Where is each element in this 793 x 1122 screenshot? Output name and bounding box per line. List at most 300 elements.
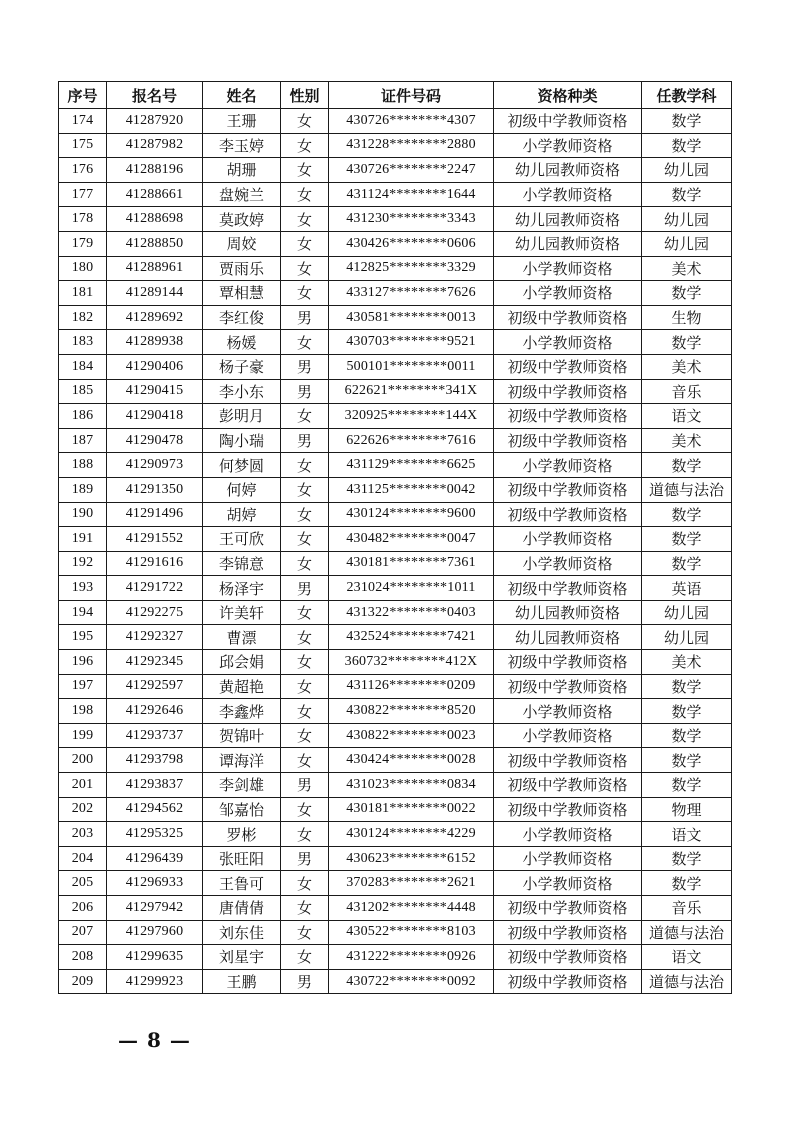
cell-name: 覃相慧 (203, 281, 281, 306)
cell-id-number: 431202********4448 (329, 896, 494, 921)
cell-teaching-subject: 美术 (642, 428, 732, 453)
cell-registration-number: 41296933 (107, 871, 203, 896)
cell-id-number: 431230********3343 (329, 207, 494, 232)
cell-registration-number: 41290415 (107, 379, 203, 404)
cell-qualification-type: 幼儿园教师资格 (494, 600, 642, 625)
table-row (59, 896, 732, 921)
cell-gender: 女 (281, 256, 329, 281)
cell-qualification-type: 小学教师资格 (494, 281, 642, 306)
cell-seq: 177 (59, 182, 107, 207)
cell-id-number: 370283********2621 (329, 871, 494, 896)
cell-qualification-type: 初级中学教师资格 (494, 674, 642, 699)
cell-name: 李剑雄 (203, 773, 281, 798)
table-row (59, 404, 732, 429)
cell-id-number: 430703********9521 (329, 330, 494, 355)
cell-id-number: 320925********144X (329, 404, 494, 429)
cell-seq: 195 (59, 625, 107, 650)
cell-name: 唐倩倩 (203, 896, 281, 921)
table-row (59, 600, 732, 625)
cell-gender: 女 (281, 945, 329, 970)
cell-id-number: 431126********0209 (329, 674, 494, 699)
cell-registration-number: 41291616 (107, 551, 203, 576)
cell-registration-number: 41291496 (107, 502, 203, 527)
cell-seq: 181 (59, 281, 107, 306)
cell-qualification-type: 小学教师资格 (494, 330, 642, 355)
table-row (59, 133, 732, 158)
cell-registration-number: 41299923 (107, 969, 203, 994)
cell-registration-number: 41292275 (107, 600, 203, 625)
cell-registration-number: 41288661 (107, 182, 203, 207)
cell-name: 邹嘉怡 (203, 797, 281, 822)
cell-gender: 男 (281, 354, 329, 379)
cell-teaching-subject: 数学 (642, 527, 732, 552)
cell-registration-number: 41292597 (107, 674, 203, 699)
cell-teaching-subject: 语文 (642, 945, 732, 970)
cell-name: 罗彬 (203, 822, 281, 847)
cell-gender: 女 (281, 723, 329, 748)
cell-teaching-subject: 数学 (642, 773, 732, 798)
cell-seq: 183 (59, 330, 107, 355)
cell-qualification-type: 小学教师资格 (494, 822, 642, 847)
cell-gender: 女 (281, 109, 329, 134)
cell-qualification-type: 初级中学教师资格 (494, 477, 642, 502)
cell-qualification-type: 初级中学教师资格 (494, 379, 642, 404)
cell-qualification-type: 初级中学教师资格 (494, 748, 642, 773)
cell-gender: 男 (281, 576, 329, 601)
table-row (59, 846, 732, 871)
cell-teaching-subject: 美术 (642, 354, 732, 379)
cell-seq: 185 (59, 379, 107, 404)
table-row (59, 281, 732, 306)
cell-registration-number: 41299635 (107, 945, 203, 970)
cell-name: 莫政婷 (203, 207, 281, 232)
cell-id-number: 430822********0023 (329, 723, 494, 748)
cell-name: 彭明月 (203, 404, 281, 429)
cell-teaching-subject: 英语 (642, 576, 732, 601)
table-row (59, 477, 732, 502)
cell-gender: 女 (281, 281, 329, 306)
cell-gender: 女 (281, 527, 329, 552)
cell-name: 李小东 (203, 379, 281, 404)
cell-registration-number: 41290973 (107, 453, 203, 478)
cell-qualification-type: 初级中学教师资格 (494, 305, 642, 330)
cell-seq: 174 (59, 109, 107, 134)
cell-seq: 206 (59, 896, 107, 921)
table-row (59, 723, 732, 748)
cell-seq: 176 (59, 158, 107, 183)
cell-name: 何婷 (203, 477, 281, 502)
cell-gender: 男 (281, 379, 329, 404)
cell-id-number: 430822********8520 (329, 699, 494, 724)
cell-name: 杨泽宇 (203, 576, 281, 601)
table-row (59, 650, 732, 675)
cell-qualification-type: 初级中学教师资格 (494, 773, 642, 798)
table-row (59, 773, 732, 798)
header-seq: 序号 (59, 82, 107, 109)
cell-registration-number: 41288196 (107, 158, 203, 183)
cell-teaching-subject: 数学 (642, 748, 732, 773)
cell-seq: 199 (59, 723, 107, 748)
cell-name: 胡婷 (203, 502, 281, 527)
cell-registration-number: 41293837 (107, 773, 203, 798)
cell-seq: 193 (59, 576, 107, 601)
cell-gender: 女 (281, 551, 329, 576)
cell-teaching-subject: 数学 (642, 846, 732, 871)
cell-seq: 191 (59, 527, 107, 552)
cell-gender: 男 (281, 305, 329, 330)
cell-name: 胡珊 (203, 158, 281, 183)
cell-registration-number: 41294562 (107, 797, 203, 822)
cell-teaching-subject: 幼儿园 (642, 207, 732, 232)
cell-gender: 女 (281, 650, 329, 675)
cell-gender: 女 (281, 822, 329, 847)
cell-teaching-subject: 幼儿园 (642, 158, 732, 183)
cell-qualification-type: 小学教师资格 (494, 182, 642, 207)
cell-name: 王珊 (203, 109, 281, 134)
header-qualification-type: 资格种类 (494, 82, 642, 109)
cell-teaching-subject: 美术 (642, 650, 732, 675)
cell-registration-number: 41289692 (107, 305, 203, 330)
table-row (59, 822, 732, 847)
cell-name: 李锦意 (203, 551, 281, 576)
cell-seq: 179 (59, 231, 107, 256)
cell-name: 周姣 (203, 231, 281, 256)
cell-id-number: 430482********0047 (329, 527, 494, 552)
cell-seq: 198 (59, 699, 107, 724)
header-id-number: 证件号码 (329, 82, 494, 109)
cell-teaching-subject: 幼儿园 (642, 231, 732, 256)
table-row (59, 231, 732, 256)
cell-teaching-subject: 数学 (642, 502, 732, 527)
cell-registration-number: 41291552 (107, 527, 203, 552)
cell-teaching-subject: 数学 (642, 453, 732, 478)
header-teaching-subject: 任教学科 (642, 82, 732, 109)
cell-name: 李玉婷 (203, 133, 281, 158)
cell-registration-number: 41288850 (107, 231, 203, 256)
cell-teaching-subject: 生物 (642, 305, 732, 330)
cell-qualification-type: 初级中学教师资格 (494, 109, 642, 134)
cell-id-number: 430522********8103 (329, 920, 494, 945)
cell-gender: 女 (281, 477, 329, 502)
table-body (59, 109, 732, 994)
cell-qualification-type: 小学教师资格 (494, 551, 642, 576)
table-row (59, 453, 732, 478)
cell-id-number: 431124********1644 (329, 182, 494, 207)
cell-teaching-subject: 音乐 (642, 379, 732, 404)
cell-qualification-type: 小学教师资格 (494, 527, 642, 552)
cell-registration-number: 41296439 (107, 846, 203, 871)
cell-teaching-subject: 道德与法治 (642, 969, 732, 994)
cell-qualification-type: 初级中学教师资格 (494, 797, 642, 822)
cell-name: 张旺阳 (203, 846, 281, 871)
table-row (59, 305, 732, 330)
cell-qualification-type: 初级中学教师资格 (494, 576, 642, 601)
cell-teaching-subject: 幼儿园 (642, 625, 732, 650)
cell-id-number: 430426********0606 (329, 231, 494, 256)
table-row (59, 920, 732, 945)
cell-qualification-type: 小学教师资格 (494, 453, 642, 478)
table-row (59, 354, 732, 379)
cell-qualification-type: 初级中学教师资格 (494, 945, 642, 970)
cell-seq: 189 (59, 477, 107, 502)
cell-seq: 188 (59, 453, 107, 478)
cell-teaching-subject: 道德与法治 (642, 920, 732, 945)
table-row (59, 674, 732, 699)
table-row (59, 256, 732, 281)
cell-seq: 204 (59, 846, 107, 871)
table-row (59, 969, 732, 994)
cell-qualification-type: 初级中学教师资格 (494, 896, 642, 921)
candidate-table (58, 81, 732, 994)
table-row (59, 330, 732, 355)
cell-registration-number: 41291722 (107, 576, 203, 601)
cell-gender: 女 (281, 133, 329, 158)
cell-id-number: 431228********2880 (329, 133, 494, 158)
cell-id-number: 431222********0926 (329, 945, 494, 970)
cell-seq: 187 (59, 428, 107, 453)
cell-gender: 男 (281, 846, 329, 871)
cell-seq: 203 (59, 822, 107, 847)
cell-id-number: 432524********7421 (329, 625, 494, 650)
cell-teaching-subject: 美术 (642, 256, 732, 281)
cell-teaching-subject: 数学 (642, 871, 732, 896)
cell-registration-number: 41291350 (107, 477, 203, 502)
cell-id-number: 431129********6625 (329, 453, 494, 478)
cell-id-number: 500101********0011 (329, 354, 494, 379)
cell-id-number: 430181********0022 (329, 797, 494, 822)
cell-id-number: 430623********6152 (329, 846, 494, 871)
cell-name: 贾雨乐 (203, 256, 281, 281)
cell-gender: 女 (281, 502, 329, 527)
cell-id-number: 430124********4229 (329, 822, 494, 847)
cell-registration-number: 41287982 (107, 133, 203, 158)
cell-seq: 209 (59, 969, 107, 994)
cell-id-number: 431322********0403 (329, 600, 494, 625)
cell-qualification-type: 小学教师资格 (494, 256, 642, 281)
cell-name: 贺锦叶 (203, 723, 281, 748)
cell-gender: 女 (281, 797, 329, 822)
cell-teaching-subject: 数学 (642, 723, 732, 748)
cell-seq: 202 (59, 797, 107, 822)
cell-id-number: 430424********0028 (329, 748, 494, 773)
cell-seq: 200 (59, 748, 107, 773)
cell-gender: 男 (281, 428, 329, 453)
cell-seq: 184 (59, 354, 107, 379)
cell-qualification-type: 小学教师资格 (494, 723, 642, 748)
cell-gender: 女 (281, 453, 329, 478)
table-row (59, 945, 732, 970)
cell-seq: 190 (59, 502, 107, 527)
cell-registration-number: 41293737 (107, 723, 203, 748)
table-row (59, 207, 732, 232)
table-row (59, 379, 732, 404)
cell-registration-number: 41292345 (107, 650, 203, 675)
cell-registration-number: 41290406 (107, 354, 203, 379)
cell-registration-number: 41288961 (107, 256, 203, 281)
cell-id-number: 430726********4307 (329, 109, 494, 134)
cell-name: 王可欣 (203, 527, 281, 552)
cell-teaching-subject: 数学 (642, 182, 732, 207)
cell-teaching-subject: 数学 (642, 109, 732, 134)
cell-teaching-subject: 数学 (642, 551, 732, 576)
cell-id-number: 412825********3329 (329, 256, 494, 281)
cell-registration-number: 41287920 (107, 109, 203, 134)
cell-registration-number: 41295325 (107, 822, 203, 847)
cell-name: 刘星宇 (203, 945, 281, 970)
cell-gender: 女 (281, 920, 329, 945)
page-number: — 8 — (118, 1028, 191, 1052)
cell-teaching-subject: 音乐 (642, 896, 732, 921)
table-row (59, 502, 732, 527)
cell-qualification-type: 小学教师资格 (494, 133, 642, 158)
cell-gender: 女 (281, 158, 329, 183)
cell-registration-number: 41289144 (107, 281, 203, 306)
cell-registration-number: 41290478 (107, 428, 203, 453)
table-row (59, 428, 732, 453)
cell-teaching-subject: 数学 (642, 330, 732, 355)
cell-qualification-type: 幼儿园教师资格 (494, 231, 642, 256)
cell-gender: 女 (281, 748, 329, 773)
cell-name: 盘婉兰 (203, 182, 281, 207)
table-row (59, 871, 732, 896)
header-gender: 性别 (281, 82, 329, 109)
cell-id-number: 231024********1011 (329, 576, 494, 601)
cell-id-number: 431125********0042 (329, 477, 494, 502)
cell-gender: 男 (281, 773, 329, 798)
cell-registration-number: 41292646 (107, 699, 203, 724)
cell-gender: 女 (281, 600, 329, 625)
cell-gender: 女 (281, 896, 329, 921)
table-row (59, 797, 732, 822)
cell-registration-number: 41292327 (107, 625, 203, 650)
cell-gender: 男 (281, 969, 329, 994)
table-header-row (59, 82, 732, 109)
cell-name: 邱会娟 (203, 650, 281, 675)
header-registration-number: 报名号 (107, 82, 203, 109)
cell-qualification-type: 幼儿园教师资格 (494, 625, 642, 650)
cell-seq: 208 (59, 945, 107, 970)
cell-teaching-subject: 道德与法治 (642, 477, 732, 502)
cell-seq: 205 (59, 871, 107, 896)
cell-name: 许美轩 (203, 600, 281, 625)
cell-teaching-subject: 语文 (642, 404, 732, 429)
table-row (59, 576, 732, 601)
cell-teaching-subject: 数学 (642, 699, 732, 724)
cell-teaching-subject: 数学 (642, 674, 732, 699)
cell-id-number: 430726********2247 (329, 158, 494, 183)
cell-name: 陶小瑞 (203, 428, 281, 453)
cell-registration-number: 41288698 (107, 207, 203, 232)
cell-qualification-type: 小学教师资格 (494, 699, 642, 724)
cell-name: 李鑫烨 (203, 699, 281, 724)
cell-seq: 207 (59, 920, 107, 945)
table-row (59, 527, 732, 552)
cell-qualification-type: 初级中学教师资格 (494, 502, 642, 527)
cell-id-number: 430581********0013 (329, 305, 494, 330)
cell-teaching-subject: 数学 (642, 133, 732, 158)
cell-name: 刘东佳 (203, 920, 281, 945)
cell-teaching-subject: 物理 (642, 797, 732, 822)
cell-id-number: 360732********412X (329, 650, 494, 675)
cell-gender: 女 (281, 625, 329, 650)
cell-gender: 女 (281, 404, 329, 429)
cell-gender: 女 (281, 699, 329, 724)
cell-registration-number: 41293798 (107, 748, 203, 773)
cell-id-number: 433127********7626 (329, 281, 494, 306)
table-row (59, 748, 732, 773)
cell-qualification-type: 小学教师资格 (494, 846, 642, 871)
cell-seq: 201 (59, 773, 107, 798)
cell-id-number: 430722********0092 (329, 969, 494, 994)
cell-name: 何梦圆 (203, 453, 281, 478)
cell-name: 李红俊 (203, 305, 281, 330)
cell-qualification-type: 幼儿园教师资格 (494, 158, 642, 183)
cell-gender: 女 (281, 871, 329, 896)
cell-registration-number: 41289938 (107, 330, 203, 355)
cell-seq: 175 (59, 133, 107, 158)
cell-name: 王鹏 (203, 969, 281, 994)
cell-id-number: 622621********341X (329, 379, 494, 404)
cell-seq: 180 (59, 256, 107, 281)
table-row (59, 699, 732, 724)
cell-id-number: 622626********7616 (329, 428, 494, 453)
cell-seq: 182 (59, 305, 107, 330)
cell-name: 曹漂 (203, 625, 281, 650)
cell-seq: 196 (59, 650, 107, 675)
cell-id-number: 430181********7361 (329, 551, 494, 576)
cell-name: 谭海洋 (203, 748, 281, 773)
cell-gender: 女 (281, 207, 329, 232)
header-name: 姓名 (203, 82, 281, 109)
cell-id-number: 431023********0834 (329, 773, 494, 798)
cell-gender: 女 (281, 674, 329, 699)
cell-gender: 女 (281, 231, 329, 256)
cell-teaching-subject: 语文 (642, 822, 732, 847)
table-row (59, 109, 732, 134)
cell-seq: 194 (59, 600, 107, 625)
cell-registration-number: 41297942 (107, 896, 203, 921)
cell-seq: 197 (59, 674, 107, 699)
cell-seq: 178 (59, 207, 107, 232)
cell-teaching-subject: 幼儿园 (642, 600, 732, 625)
cell-name: 杨媛 (203, 330, 281, 355)
cell-qualification-type: 小学教师资格 (494, 871, 642, 896)
cell-name: 王鲁可 (203, 871, 281, 896)
table-row (59, 551, 732, 576)
cell-gender: 女 (281, 330, 329, 355)
table-row (59, 625, 732, 650)
cell-qualification-type: 初级中学教师资格 (494, 969, 642, 994)
cell-qualification-type: 初级中学教师资格 (494, 650, 642, 675)
cell-seq: 192 (59, 551, 107, 576)
cell-qualification-type: 初级中学教师资格 (494, 428, 642, 453)
cell-qualification-type: 初级中学教师资格 (494, 354, 642, 379)
cell-qualification-type: 初级中学教师资格 (494, 920, 642, 945)
cell-qualification-type: 初级中学教师资格 (494, 404, 642, 429)
cell-id-number: 430124********9600 (329, 502, 494, 527)
cell-gender: 女 (281, 182, 329, 207)
cell-teaching-subject: 数学 (642, 281, 732, 306)
cell-name: 杨子豪 (203, 354, 281, 379)
table-row (59, 158, 732, 183)
cell-qualification-type: 幼儿园教师资格 (494, 207, 642, 232)
cell-seq: 186 (59, 404, 107, 429)
cell-name: 黄超艳 (203, 674, 281, 699)
cell-registration-number: 41290418 (107, 404, 203, 429)
cell-registration-number: 41297960 (107, 920, 203, 945)
table-row (59, 182, 732, 207)
roster-sheet (58, 81, 731, 994)
